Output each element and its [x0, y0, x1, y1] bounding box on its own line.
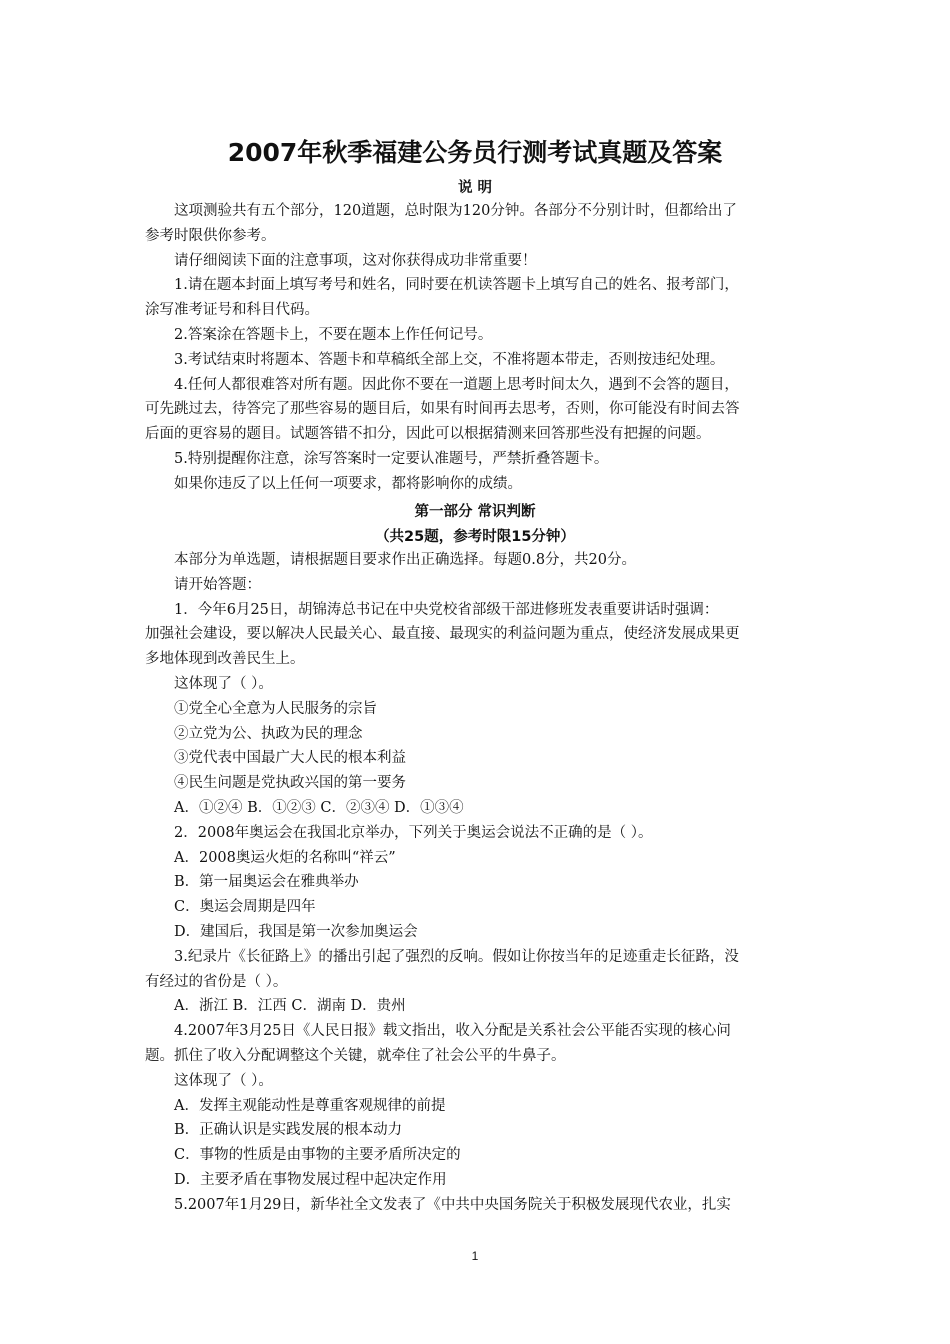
- text-line: 4.任何人都很难答对所有题。因此你不要在一道题上思考时间太久，遇到不会答的题目，: [174, 376, 739, 393]
- text-line: 这体现了（ ）。: [174, 1072, 273, 1089]
- section-heading: 第一部分 常识判断: [414, 504, 536, 520]
- document-title: 2007年秋季福建公务员行测考试真题及答案: [227, 138, 723, 167]
- section-body: [145, 548, 810, 1218]
- text-line: 5.2007年1月29日，新华社全文发表了《中共中央国务院关于积极发展现代农业，扎实: [174, 1196, 731, 1213]
- text-line: 本部分为单选题，请根据题目要求作出正确选择。每题0.8分，共20分。: [174, 552, 637, 568]
- text-line: 有经过的省份是（ ）。: [145, 973, 288, 990]
- text-line: D．建国后，我国是第一次参加奥运会: [174, 923, 418, 940]
- text-line: 如果你违反了以上任何一项要求，都将影响你的成绩。: [174, 475, 522, 492]
- text-line: ①党全心全意为人民服务的宗旨: [174, 700, 377, 717]
- text-line: 2.答案涂在答题卡上，不要在题本上作任何记号。: [174, 326, 493, 343]
- text-line: 这项测验共有五个部分，120道题，总时限为120分钟。各部分不分别计时，但都给出了: [174, 203, 737, 219]
- text-line: 可先跳过去，待答完了那些容易的题目后，如果有时间再去思考，否则，你可能没有时间去答: [145, 401, 740, 418]
- text-line: C．事物的性质是由事物的主要矛盾所决定的: [174, 1147, 461, 1164]
- text-line: A．发挥主观能动性是尊重客观规律的前提: [174, 1097, 446, 1114]
- text-line: D．主要矛盾在事物发展过程中起决定作用: [174, 1171, 447, 1188]
- text-line: 1．今年6月25日，胡锦涛总书记在中央党校省部级干部进修班发表重要讲话时强调：: [174, 601, 719, 618]
- text-line: ②立党为公、执政为民的理念: [174, 725, 363, 742]
- text-line: 4.2007年3月25日《人民日报》载文指出，收入分配是关系社会公平能否实现的核心问: [174, 1023, 731, 1040]
- text-line: 1.请在题本封面上填写考号和姓名，同时要在机读答题卡上填写自己的姓名、报考部门，: [174, 277, 739, 294]
- text-line: C．奥运会周期是四年: [174, 899, 316, 916]
- text-line: 参考时限供你参考。: [145, 227, 276, 244]
- text-line: A．①②④ B．①②③ C．②③④ D．①③④: [174, 799, 464, 816]
- instructions-heading: 说 明: [457, 180, 493, 196]
- text-line: 3.纪录片《长征路上》的播出引起了强烈的反响。假如让你按当年的足迹重走长征路，没: [174, 948, 739, 965]
- text-line: 后面的更容易的题目。试题答错不扣分，因此可以根据猜测来回答那些没有把握的问题。: [145, 426, 711, 443]
- text-line: 5.特别提醒你注意，涂写答案时一定要认准题号，严禁折叠答题卡。: [174, 450, 609, 467]
- text-line: B．第一届奥运会在雅典举办: [174, 874, 359, 891]
- text-line: ③党代表中国最广大人民的根本利益: [174, 750, 406, 767]
- text-line: A．浙江 B．江西 C．湖南 D．贵州: [174, 998, 406, 1015]
- text-line: 题。抓住了收入分配调整这个关键，就牵住了社会公平的牛鼻子。: [145, 1047, 566, 1064]
- text-line: 涂写准考证号和科目代码。: [145, 302, 319, 319]
- text-line: 3.考试结束时将题本、答题卡和草稿纸全部上交，不准将题本带走，否则按违纪处理。: [174, 351, 725, 368]
- text-line: ④民生问题是党执政兴国的第一要务: [174, 775, 406, 792]
- text-line: A．2008奥运火炬的名称叫“祥云”: [174, 849, 396, 866]
- text-line: 请开始答题：: [174, 576, 261, 593]
- text-line: 这体现了（ ）。: [174, 675, 273, 692]
- text-line: 2．2008年奥运会在我国北京举办，下列关于奥运会说法不正确的是（ ）。: [174, 824, 653, 841]
- text-line: 加强社会建设，要以解决人民最关心、最直接、最现实的利益问题为重点，使经济发展成果更: [145, 626, 740, 643]
- text-line: B．正确认识是实践发展的根本动力: [174, 1122, 403, 1139]
- text-line: 多地体现到改善民生上。: [145, 651, 305, 668]
- page-number: 1: [471, 1249, 479, 1263]
- text-line: 请仔细阅读下面的注意事项，这对你获得成功非常重要！: [174, 252, 537, 269]
- instructions-body: [145, 199, 810, 497]
- section-subheading: （共25题，参考时限15分钟）: [375, 529, 575, 545]
